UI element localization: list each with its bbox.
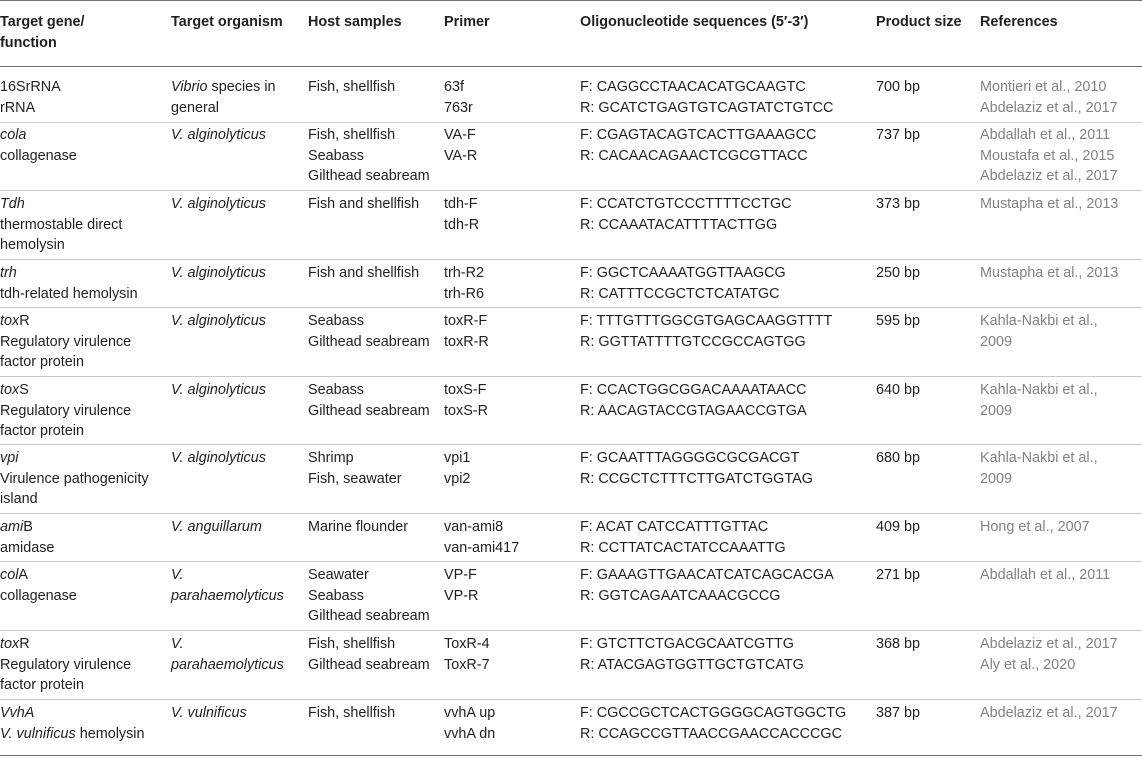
header-size: Product size xyxy=(876,14,962,30)
refs-cell: Mustapha et al., 2013 xyxy=(980,196,1119,212)
refs-cell: Abdallah et al., 2011 xyxy=(980,567,1111,583)
host-cell: Shrimp Fish, seawater xyxy=(308,450,402,487)
host-cell: Fish, shellfish xyxy=(308,79,396,95)
refs-cell: Mustapha et al., 2013 xyxy=(980,265,1119,281)
gene-cell: VvhA V. vulnificus hemolysin xyxy=(0,705,145,742)
gene-cell: toxR Regulatory virulence factor protein xyxy=(0,636,132,694)
header-host: Host samples xyxy=(308,14,402,30)
header-bottom-rule xyxy=(0,66,1142,67)
size-cell: 409 bp xyxy=(876,519,921,535)
row-divider xyxy=(0,561,1142,562)
organism-cell: V. alginolyticus xyxy=(171,265,266,281)
row-divider xyxy=(0,190,1142,191)
oligo-cell: F: GGCTCAAAATGGTTAAGCG R: CATTTCCGCTCTCATATGC xyxy=(580,265,786,302)
row-divider xyxy=(0,259,1142,260)
size-cell: 373 bp xyxy=(876,196,921,212)
oligo-cell: F: CGCCGCTCACTGGGGCAGTGGCTG R: CCAGCCGTTAACCGAACCACCCGC xyxy=(580,705,847,742)
host-cell: Seabass Gilthead seabream xyxy=(308,313,430,350)
header-refs: References xyxy=(980,14,1058,30)
oligo-cell: F: CAGGCCTAACACATGCAAGTC R: GCATCTGAGTGTCAGTATCTGTCC xyxy=(580,79,834,116)
size-cell: 368 bp xyxy=(876,636,921,652)
primer-cell: toxS-F toxS-R xyxy=(444,382,488,419)
refs-cell: Abdallah et al., 2011 Moustafa et al., 2015 Abdelaziz et al., 2017 xyxy=(980,127,1118,185)
size-cell: 250 bp xyxy=(876,265,921,281)
oligo-cell: F: CGAGTACAGTCACTTGAAAGCC R: CACAACAGAACTCGCGTTACC xyxy=(580,127,817,164)
oligo-cell: F: GCAATTTAGGGGCGCGACGT R: CCGCTCTTTCTTGATCTGGTAG xyxy=(580,450,813,487)
organism-cell: V. parahaemolyticus xyxy=(171,636,284,673)
organism-cell: V. alginolyticus xyxy=(171,450,266,466)
primer-cell: vpi1 vpi2 xyxy=(444,450,471,487)
gene-cell: vpi Virulence pathogenicity island xyxy=(0,450,149,508)
oligo-cell: F: CCATCTGTCCCTTTTCCTGC R: CCAAATACATTTTACTTGG xyxy=(580,196,792,233)
host-cell: Fish, shellfish xyxy=(308,705,396,721)
host-cell: Seawater Seabass Gilthead seabream xyxy=(308,567,430,625)
gene-cell: toxR Regulatory virulence factor protein xyxy=(0,313,132,371)
oligo-cell: F: CCACTGGCGGACAAAATAACC R: AACAGTACCGTAGAACCGTGA xyxy=(580,382,807,419)
primer-cell: ToxR-4 ToxR-7 xyxy=(444,636,490,673)
host-cell: Seabass Gilthead seabream xyxy=(308,382,430,419)
row-divider xyxy=(0,513,1142,514)
refs-cell: Kahla-Nakbi et al., 2009 xyxy=(980,450,1098,487)
gene-cell: Tdh thermostable direct hemolysin xyxy=(0,196,123,254)
primer-cell: vvhA up vvhA dn xyxy=(444,705,496,742)
gene-cell: toxS Regulatory virulence factor protein xyxy=(0,382,132,440)
oligo-cell: F: TTTGTTTGGCGTGAGCAAGGTTTT R: GGTTATTTTGTCCGCCAGTGG xyxy=(580,313,833,350)
primer-cell: VP-F VP-R xyxy=(444,567,479,604)
header-oligo: Oligonucleotide sequences (5′-3′) xyxy=(580,14,809,30)
primer-cell: 63f 763r xyxy=(444,79,473,116)
header-primer: Primer xyxy=(444,14,490,30)
row-divider xyxy=(0,122,1142,123)
refs-cell: Kahla-Nakbi et al., 2009 xyxy=(980,382,1098,419)
row-divider xyxy=(0,376,1142,377)
organism-cell: V. alginolyticus xyxy=(171,196,266,212)
oligo-cell: F: GTCTTCTGACGCAATCGTTG R: ATACGAGTGGTTGCTGTCATG xyxy=(580,636,804,673)
organism-cell: V. vulnificus xyxy=(171,705,247,721)
organism-cell: V. alginolyticus xyxy=(171,127,266,143)
row-divider xyxy=(0,444,1142,445)
refs-cell: Montieri et al., 2010 Abdelaziz et al., 2017 xyxy=(980,79,1118,116)
oligo-cell: F: ACAT CATCCATTTGTTAC R: CCTTATCACTATCCAAATTG xyxy=(580,519,786,556)
size-cell: 680 bp xyxy=(876,450,921,466)
host-cell: Fish, shellfish Seabass Gilthead seabream xyxy=(308,127,430,185)
primer-cell: toxR-F toxR-R xyxy=(444,313,489,350)
organism-cell: V. alginolyticus xyxy=(171,313,266,329)
organism-cell: V. anguillarum xyxy=(171,519,262,535)
host-cell: Fish and shellfish xyxy=(308,196,420,212)
primer-cell: tdh-F tdh-R xyxy=(444,196,480,233)
size-cell: 700 bp xyxy=(876,79,921,95)
gene-cell: cola collagenase xyxy=(0,127,77,164)
refs-cell: Kahla-Nakbi et al., 2009 xyxy=(980,313,1098,350)
primer-cell: trh-R2 trh-R6 xyxy=(444,265,484,302)
refs-cell: Abdelaziz et al., 2017 xyxy=(980,705,1118,721)
primer-cell: van-ami8 van-ami417 xyxy=(444,519,520,556)
organism-cell: V. parahaemolyticus xyxy=(171,567,284,604)
table-bottom-rule xyxy=(0,755,1142,756)
gene-cell: colA collagenase xyxy=(0,567,77,604)
gene-cell: 16SrRNA rRNA xyxy=(0,79,61,116)
size-cell: 737 bp xyxy=(876,127,921,143)
size-cell: 271 bp xyxy=(876,567,921,583)
refs-cell: Abdelaziz et al., 2017 Aly et al., 2020 xyxy=(980,636,1118,673)
refs-cell: Hong et al., 2007 xyxy=(980,519,1090,535)
size-cell: 595 bp xyxy=(876,313,921,329)
size-cell: 387 bp xyxy=(876,705,921,721)
row-divider xyxy=(0,699,1142,700)
header-gene: Target gene/ function xyxy=(0,14,85,51)
host-cell: Marine flounder xyxy=(308,519,408,535)
table-top-rule xyxy=(0,0,1142,1)
row-divider xyxy=(0,630,1142,631)
oligo-cell: F: GAAAGTTGAACATCATCAGCACGA R: GGTCAGAATCAAACGCCG xyxy=(580,567,834,604)
organism-cell: Vibrio species in general xyxy=(171,79,276,116)
gene-cell: amiB amidase xyxy=(0,519,55,556)
size-cell: 640 bp xyxy=(876,382,921,398)
row-divider xyxy=(0,307,1142,308)
header-organism: Target organism xyxy=(171,14,283,30)
host-cell: Fish and shellfish xyxy=(308,265,420,281)
organism-cell: V. alginolyticus xyxy=(171,382,266,398)
gene-cell: trh tdh-related hemolysin xyxy=(0,265,138,302)
primer-cell: VA-F VA-R xyxy=(444,127,478,164)
host-cell: Fish, shellfish Gilthead seabream xyxy=(308,636,430,673)
